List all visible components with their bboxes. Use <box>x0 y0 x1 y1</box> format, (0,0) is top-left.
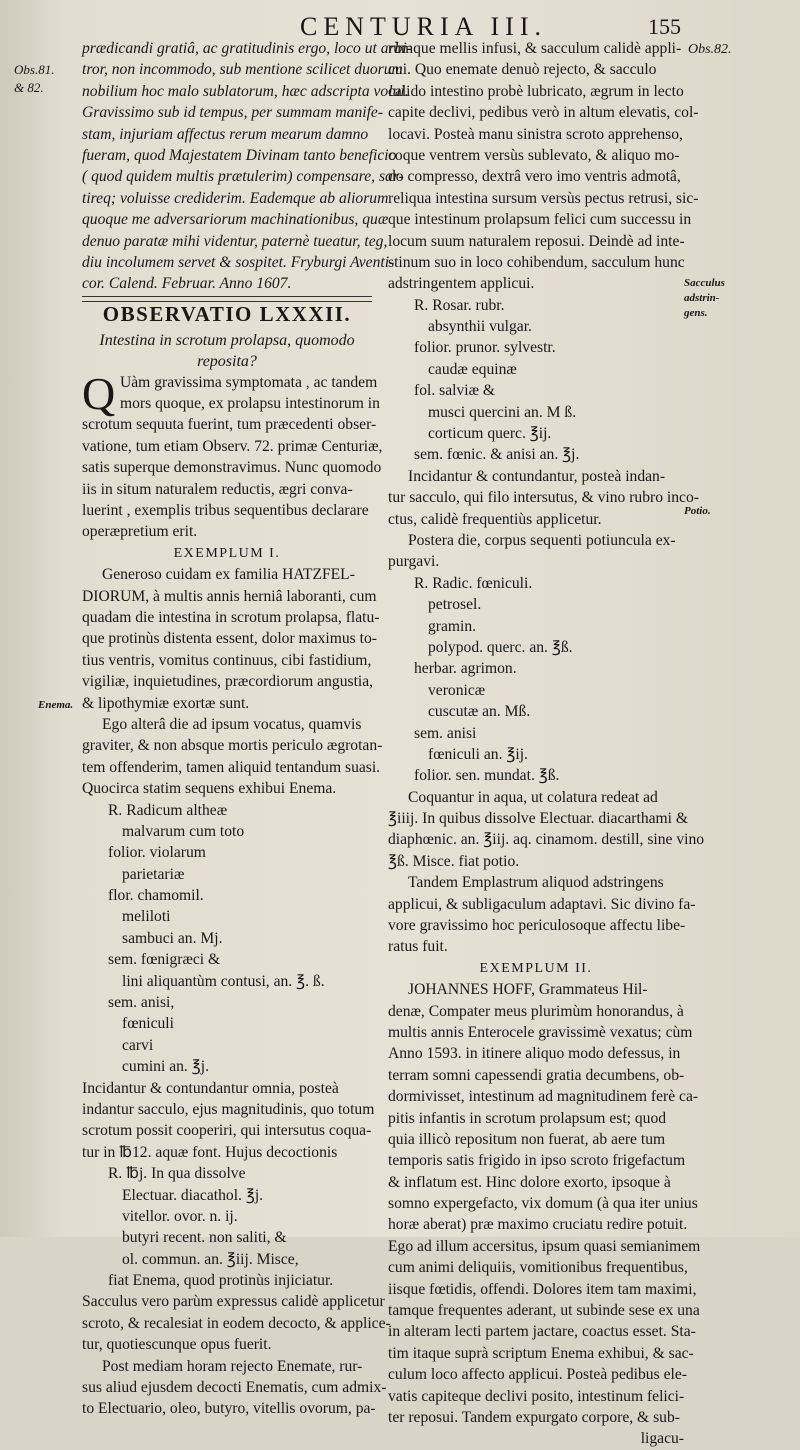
margin-note-obs: Obs.81. <box>14 62 55 77</box>
exemplum-1-text: Generoso cuidam ex familia HATZFEL- DIORUM, à multis annis herniâ laboranti, cum quadam die intestina in scrotum prolapsa, flatu- que protinùs distenta essent, dolor maximus to- tius ventris, vomitus continuus, cibi fastidium, vigiliæ, inquietudines, præcordiorum angustia, & lipothymiæ exortæ sunt. Ego alterâ die ad ipsum vocatus, quamvis graviter, & non absque mortis periculo ægrotan- tem offenderim, tamen aliquid tentandum suasi. Quocirca statim sequens exhibui Enema. <box>82 566 383 798</box>
exemplum-2-text: JOHANNES HOFF, Grammateus Hil- denæ, Compater meus plurimùm honorandus, à multis annis Enterocele gravissimè vexatus; cùm Anno 1593. in itinere aliquo modo defessus, in terram somni capessendi gratia decumbens, ob- dormivisset, intestinum ad magnitudinem ferè ca- pitis infantis in scrotum prolapsum est; quod quia illicò repositum non fuerat, ab aere tum temporis satis frigido in ipso scroto frigefactum & inflatum est. Hinc dolore exorto, ipsoque à somno expergefacto, vix domum (à qua iter unius horæ aberat) præ maximo cruciatu redire potuit. Ego ad illum accersitus, ipsum quasi semianimem cum animi deliquiis, vomitionibus frequentibus, iisque fœtidis, offendi. Dolores item tam maximi, tamque frequentes aderant, ut subinde sese ex una in alteram lecti partem jactare, coactus esset. Sta- tim itaque suprà scriptum Enema exhibui, & sac- culum loco affecto applicui. Posteà pedibus ele- vatis capiteque declivi posito, intestinum felici- ter reposui. Tandem expurgato corpore, & sub- ligacu- <box>388 979 684 1450</box>
left-column <box>82 38 412 1420</box>
closing-paragraph: Sacculus vero parùm expressus calidè applicetur scroto, & recalesiat in eodem decocto, & applice- tur, quotiescunque opus fuerit. Post mediam horam rejecto Enemate, rur- sus aliud ejusdem decocti Enematis, cum admix- to Electuario, oleo, butyro, vitellis ovorum, pa- <box>82 1293 391 1418</box>
right-mid-paragraph: Incidantur & contundantur, posteà indan- tur sacculo, qui filo intersutus, & vino rubro inco- ctus, calidè frequentiùs applicetur. Postera die, corpus sequenti potiuncula ex- purgavi. <box>388 467 699 571</box>
running-title: CENTURIA III. <box>300 12 547 41</box>
recipe-potio: R. Radic. fœniculi. petrosel. gramin. polypod. querc. an. ℥ß. herbar. agrimon. veronicæ cuscutæ an. Mß. sem. anisi fœniculi an. ℥ij. folior. sen. mundat. ℥ß. <box>414 574 573 785</box>
margin-note-obs-82: & 82. <box>14 80 44 95</box>
intro-paragraph: prædicandi gratiâ, ac gratitudinis ergo, loco ut arbi- tror, non incommodo, sub mentione scilicet duorum nobilium hoc malo sublatorum, hæc adscripta volui. Gravissimo sub id tempus, per summam manife- stam, injuriam affectus rerum mearum damno fueram, quod Majestatem Divinam tanto beneficio ( quod quidem multis prætulerim) compensare, sar- tireq; voluisse crediderim. Eademque ab aliorum quoque me adversariorum machinationibus, quæ denuo paratæ mihi videntur, paternè tueatur, teg, diu incolumem servet & sospitet. Fryburgi Aventi- cor. Calend. Februar. Anno 1607. <box>82 40 412 293</box>
observatio-heading: OBSERVATIO LXXXII. <box>82 301 372 330</box>
observatio-paragraph: Q Uàm gravissima symptomata , ac tandem mors quoque, ex prolapsu intestinorum in scrotum sequuta fuerint, tum præcedenti obser- vatione, tum etiam Observ. 72. primæ Centuriæ, satis superque demonstravimus. Nunc quomodo iis in situm naturalem reductis, ægri conva- luerint , exemplis tribus sequentibus declarare operæpretium erit. <box>82 367 383 541</box>
recipe-enema: R. Radicum altheæ malvarum cum toto folior. violarum parietariæ flor. chamomil. meliloti sambuci an. Mj. sem. fœnigræci & lini aliquantùm contusi, an. ℥. ß. sem. anisi, fœniculi carvi cumini an. ℥j. <box>108 801 325 1076</box>
exemplum-1-heading: EXEMPLUM I. <box>173 545 281 561</box>
margin-note-enema: Enema. <box>38 699 74 711</box>
exemplum-2-heading: EXEMPLUM II. <box>479 960 593 976</box>
right-potio-paragraph: Coquantur in aqua, ut colatura redeat ad ℥iiij. In quibus dissolve Electuar. diacarthami & diaphœnic. an. ℥iij. aq. cinamom. destill, sine vino ℥ß. Misce. fiat potio. Tandem Emplastrum aliquod adstringens applicui, & subligaculum adaptavi. Sic divino fa- vore gravissimo hoc periculosoque affectu libe- ratus fuit. <box>388 788 705 956</box>
drop-cap: Q <box>82 367 116 419</box>
observatio-subtitle: Intestina in scrotum prolapsa, quomodo <box>99 331 355 349</box>
observatio-subtitle-2: reposita? <box>197 352 257 370</box>
margin-note-obs-right: Obs.82. <box>688 42 732 57</box>
recipe-instructions: Incidantur & contundantur omnia, posteà indantur sacculo, ejus magnitudinis, quo totum scrotum possit cooperiri, qui intersutus coqua- tur in ℔12. aquæ font. Hujus decoctionis <box>82 1079 375 1161</box>
margin-note-potio: Potio. <box>684 505 711 517</box>
margin-note-sacculus: Sacculus adstrin- gens. <box>684 277 725 319</box>
catchword: ligacu- <box>640 1430 684 1448</box>
section-rule <box>82 296 372 297</box>
right-top-paragraph: rùmque mellis infusi, & sacculum calidè appli- cui. Quo enemate denuò rejecto, & sacculo calido intestino probè lubricato, ægrum in lecto capite declivi, pedibus verò in altum elevatis, col- locavi. Posteà manu sinistra scroto apprehenso, coque ventrem versùs sublevato, & aliquo mo- do compresso, dextrâ vero imo ventris admotâ, reliqua intestina sursum versùs pectus retrusi, sic- que intestinum prolapsum felici cum successu in locum suum naturalem reposui. Deindè ad inte- stinum suo in loco cohibendum, sacculum hunc adstringentem applicui. <box>388 40 699 293</box>
recipe-enema-2: R. ℔j. In qua dissolve Electuar. diacathol. ℥j. vitellor. ovor. n. ij. butyri recent. non saliti, & ol. commun. an. ℥iij. Misce, fiat Enema, quod protinùs injiciatur. <box>108 1165 334 1290</box>
recipe-sacculus: R. Rosar. rubr. absynthii vulgar. folior. prunor. sylvestr. caudæ equinæ fol. salviæ & musci quercini an. M ß. corticum querc. ℥ij. sem. fœnic. & anisi an. ℥j. <box>414 296 580 464</box>
page-number: 155 <box>648 14 681 39</box>
